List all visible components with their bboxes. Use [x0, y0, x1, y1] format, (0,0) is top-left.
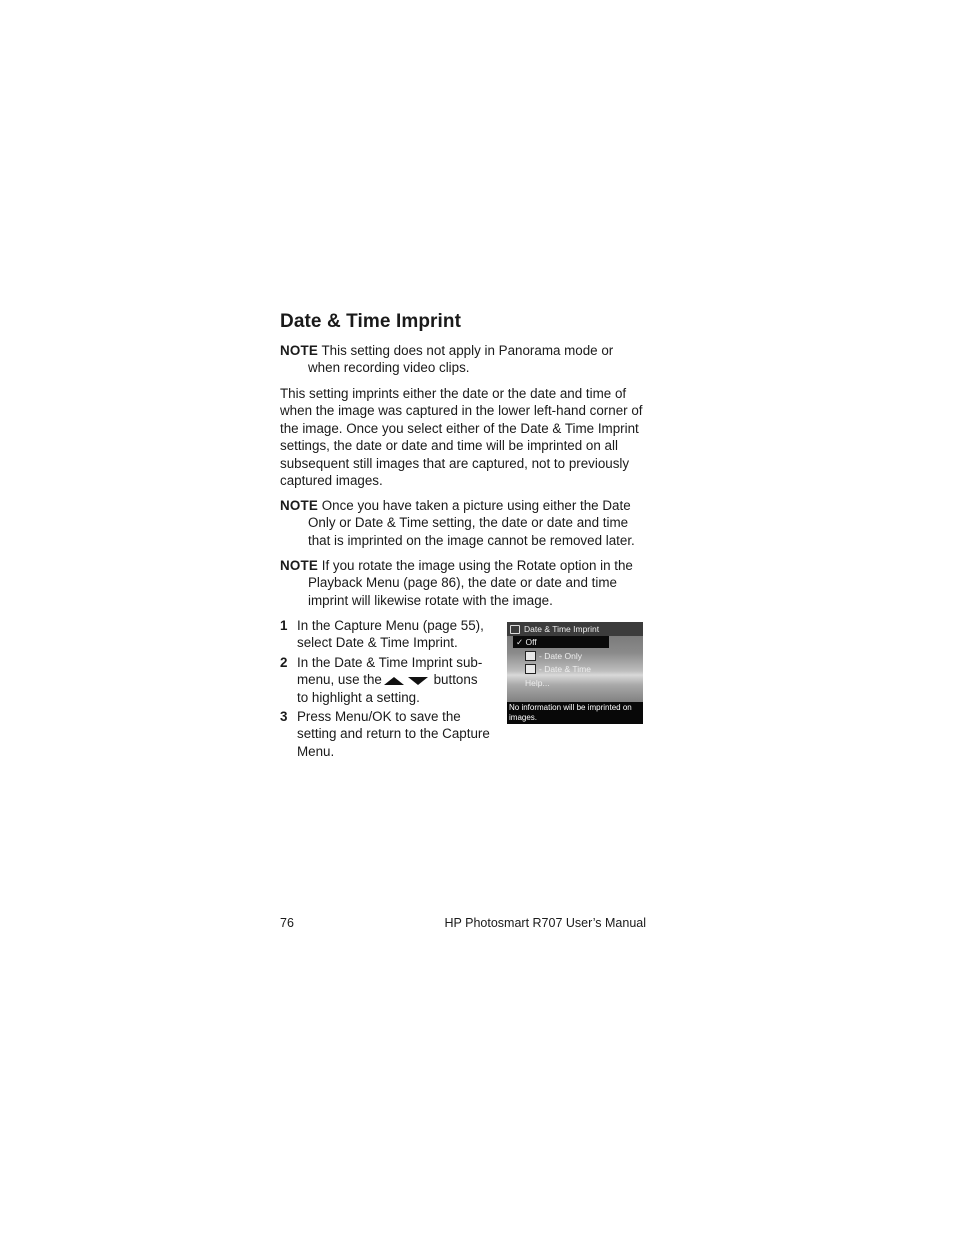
option-label: - Date & Time [539, 664, 591, 674]
down-arrow-icon [408, 677, 428, 685]
note-text: This setting does not apply in Panorama mode or when recording video clips. [308, 343, 614, 376]
screen-header-title: Date & Time Imprint [524, 624, 600, 634]
page-number: 76 [280, 916, 294, 930]
step-number: 1 [280, 618, 288, 633]
manual-title: HP Photosmart R707 User’s Manual [444, 916, 646, 930]
screen-option-help [525, 677, 550, 689]
step-text: In the Capture Menu (page 55), select Date & Time Imprint. [297, 618, 484, 651]
step-text: In the Date & Time Imprint sub-menu, use the [297, 654, 483, 688]
note-text: If you rotate the image using the Rotate option in the Playback Menu (page 86), the date or date and time imprint will likewise rotate with the image. [308, 558, 633, 608]
step-3 [280, 708, 492, 760]
note-panorama [280, 342, 646, 377]
date-time-stamp-icon [525, 664, 536, 674]
section-title: Date & Time Imprint [280, 311, 462, 332]
note-rotate [280, 557, 646, 609]
manual-page [280, 0, 646, 1235]
step-1 [280, 617, 492, 652]
screen-option-date-time [525, 663, 591, 675]
note-label: NOTE [280, 343, 318, 358]
option-label: Help... [525, 678, 550, 688]
screen-option-date-only [525, 650, 582, 662]
note-label: NOTE [280, 498, 318, 513]
up-arrow-icon [384, 677, 404, 685]
option-label: - Date Only [539, 651, 582, 661]
screen-header [507, 622, 643, 636]
intro-paragraph: This setting imprints either the date or the date and time of when the image was captured in the lower left-hand corner of the image. Once you select either of the Date & Time Imprint settings, the date or date and time will be imprinted on all subsequent still images that are captured, not to previously captured images. [280, 386, 643, 489]
camera-screen-image [507, 622, 643, 724]
note-text: Once you have taken a picture using either the Date Only or Date & Time setting, the date or date and time that is imprinted on the image cannot be removed later. [308, 498, 635, 548]
option-label: ✓ Off [516, 636, 537, 647]
date-stamp-icon [525, 651, 536, 661]
note-removal [280, 497, 646, 549]
screen-message: No information will be imprinted on images. [507, 702, 643, 724]
step-number: 3 [280, 709, 288, 725]
step-text: buttons to highlight a setting. [297, 672, 478, 705]
step-2 [280, 654, 492, 706]
screen-option-off [513, 636, 609, 648]
step-number: 2 [280, 654, 288, 670]
step-text: Press Menu/OK to save the setting and return to the Capture Menu. [297, 709, 490, 759]
note-label: NOTE [280, 558, 318, 573]
steps-list [280, 617, 492, 762]
imprint-icon [510, 625, 520, 634]
